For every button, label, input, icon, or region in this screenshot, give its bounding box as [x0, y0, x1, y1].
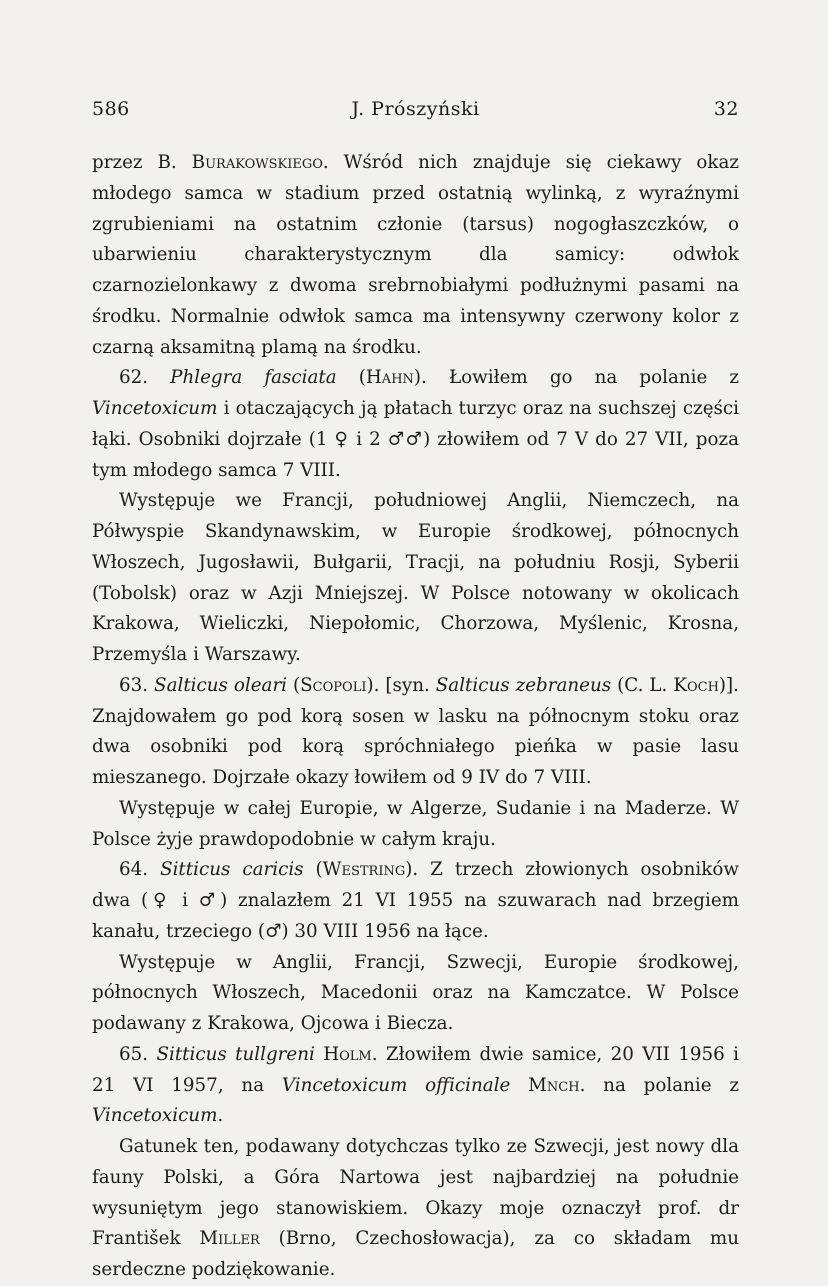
text-run: przez B.	[92, 152, 192, 173]
paragraph-species-64	[92, 855, 739, 947]
taxon-name: Sitticus tullgreni	[156, 1043, 315, 1065]
text-run: (	[336, 367, 366, 389]
text-run: )]. Znajdowałem go pod korą sosen w lasku na północnym stoku oraz dwa osobniki pod korą spróchniałego pieńka w pasie lasu mieszanego. Dojrzałe okazy łowiłem od 9 IV do 7 VIII.	[92, 674, 739, 788]
author-name: Hahn	[365, 367, 414, 389]
text-run: Występuje w całej Europie, w Algerze, Sudanie i na Maderze. W Polsce żyje prawdopodobnie w całym kraju.	[92, 797, 739, 850]
text-run: i otaczających ją płatach turzyc oraz na suchszej części łąki. Osobniki dojrzałe (1 ♀ i 2 ♂♂) złowiłem od 7 V do 27 VII, poza tym młodego samca 7 VIII.	[92, 398, 739, 481]
body-text	[92, 148, 739, 1286]
running-header	[92, 98, 739, 128]
paragraph-distribution-62	[92, 486, 739, 671]
taxon-name: Vincetoxicum	[92, 398, 218, 419]
text-run	[510, 1075, 528, 1096]
page-number: 586	[92, 98, 130, 120]
taxon-name: Phlegra fasciata	[170, 367, 337, 389]
author-name: Holm	[323, 1043, 372, 1065]
author-name: Burakowskiego	[191, 152, 323, 173]
paragraph-distribution-63	[92, 794, 739, 856]
author-name: Koch	[673, 674, 719, 696]
taxon-name: Salticus zebraneus	[435, 674, 612, 696]
taxon-name: Sitticus caricis	[160, 859, 304, 881]
paragraph-species-63	[92, 671, 739, 794]
author-name: Scopoli	[300, 674, 367, 696]
text-run: ). Łowiłem go na polanie z	[413, 367, 740, 389]
text-run: Występuje we Francji, południowej Anglii, Niemczech, na Półwyspie Skandynawskim, w Europie środkowej, północnych Włoszech, Jugosławii, Bułgarii, Tracji, na południu Rosji, Syberii (Tobolsk) oraz w Azji Mniejszej. W Polsce notowany w okolicach Krakowa, Wieliczki, Niepołomic, Chorzowa, Myślenic, Krosna, Przemyśla i Warszawy.	[92, 490, 739, 665]
taxon-name: Salticus oleari	[154, 674, 288, 696]
author-name: Miller	[199, 1228, 260, 1250]
text-run: (	[303, 859, 323, 881]
text-run: 63.	[119, 674, 155, 696]
volume-number: 32	[713, 98, 739, 120]
text-run: 65.	[119, 1043, 157, 1065]
text-run: Gatunek ten, podawany dotychczas tylko ze Szwecji, jest nowy dla fauny Polski, a Góra Nartowa jest najbardziej na południe wysuniętym jego stanowiskiem. Okazy moje oznaczył prof. dr František	[92, 1136, 739, 1250]
text-run: .	[217, 1105, 224, 1127]
author-name: Westring	[322, 859, 406, 881]
taxon-name: Vincetoxicum officinale	[281, 1074, 511, 1096]
paragraph-note-65	[92, 1132, 739, 1286]
paragraph-species-62	[92, 363, 739, 486]
text-run: (C. L.	[611, 674, 674, 696]
text-run: Występuje w Anglii, Francji, Szwecji, Europie środkowej, północnych Włoszech, Macedonii oraz na Kamczatce. W Polsce podawany z Krakowa, Ojcowa i Biecza.	[92, 951, 739, 1034]
paragraph	[92, 148, 739, 363]
text-run: ). [syn.	[366, 674, 436, 696]
text-run: . na polanie z	[579, 1074, 739, 1096]
text-run: 62.	[119, 367, 171, 389]
paragraph-species-65	[92, 1040, 739, 1132]
paragraph-distribution-64	[92, 948, 739, 1040]
running-author: J. Prószyński	[351, 98, 480, 120]
text-run: . Wśród nich znajduje się ciekawy okaz młodego samca w stadium przed ostatnią wylinką, z wyraźnymi zgrubieniami na ostatnim członie (tarsus) nogogłaszczków, o ubarwieniu charakterystycznym dla samicy: odwłok czarnozielonkawy z dwoma srebrnobiałymi podłużnymi pasami na środku. Normalnie odwłok samca ma intensywny czerwony kolor z czarną aksamitną plamą na środku.	[92, 152, 739, 358]
text-run: (Brno, Czechosłowacja), za co składam mu serdeczne podziękowanie.	[92, 1228, 739, 1280]
text-run: ). Z trzech złowionych osobników dwa (♀ i ♂) znalazłem 21 VI 1955 na szuwarach nad brzegiem kanału, trzeciego (♂) 30 VIII 1956 na łące.	[92, 859, 739, 942]
taxon-name: Vincetoxicum	[92, 1105, 218, 1127]
text-run: (	[287, 674, 301, 696]
text-run	[315, 1044, 323, 1065]
text-run: . Złowiłem dwie samice, 20 VII 1956 i 21 VI 1957, na	[92, 1043, 740, 1096]
text-run: 64.	[119, 859, 161, 881]
author-name: Mnch	[528, 1074, 580, 1096]
